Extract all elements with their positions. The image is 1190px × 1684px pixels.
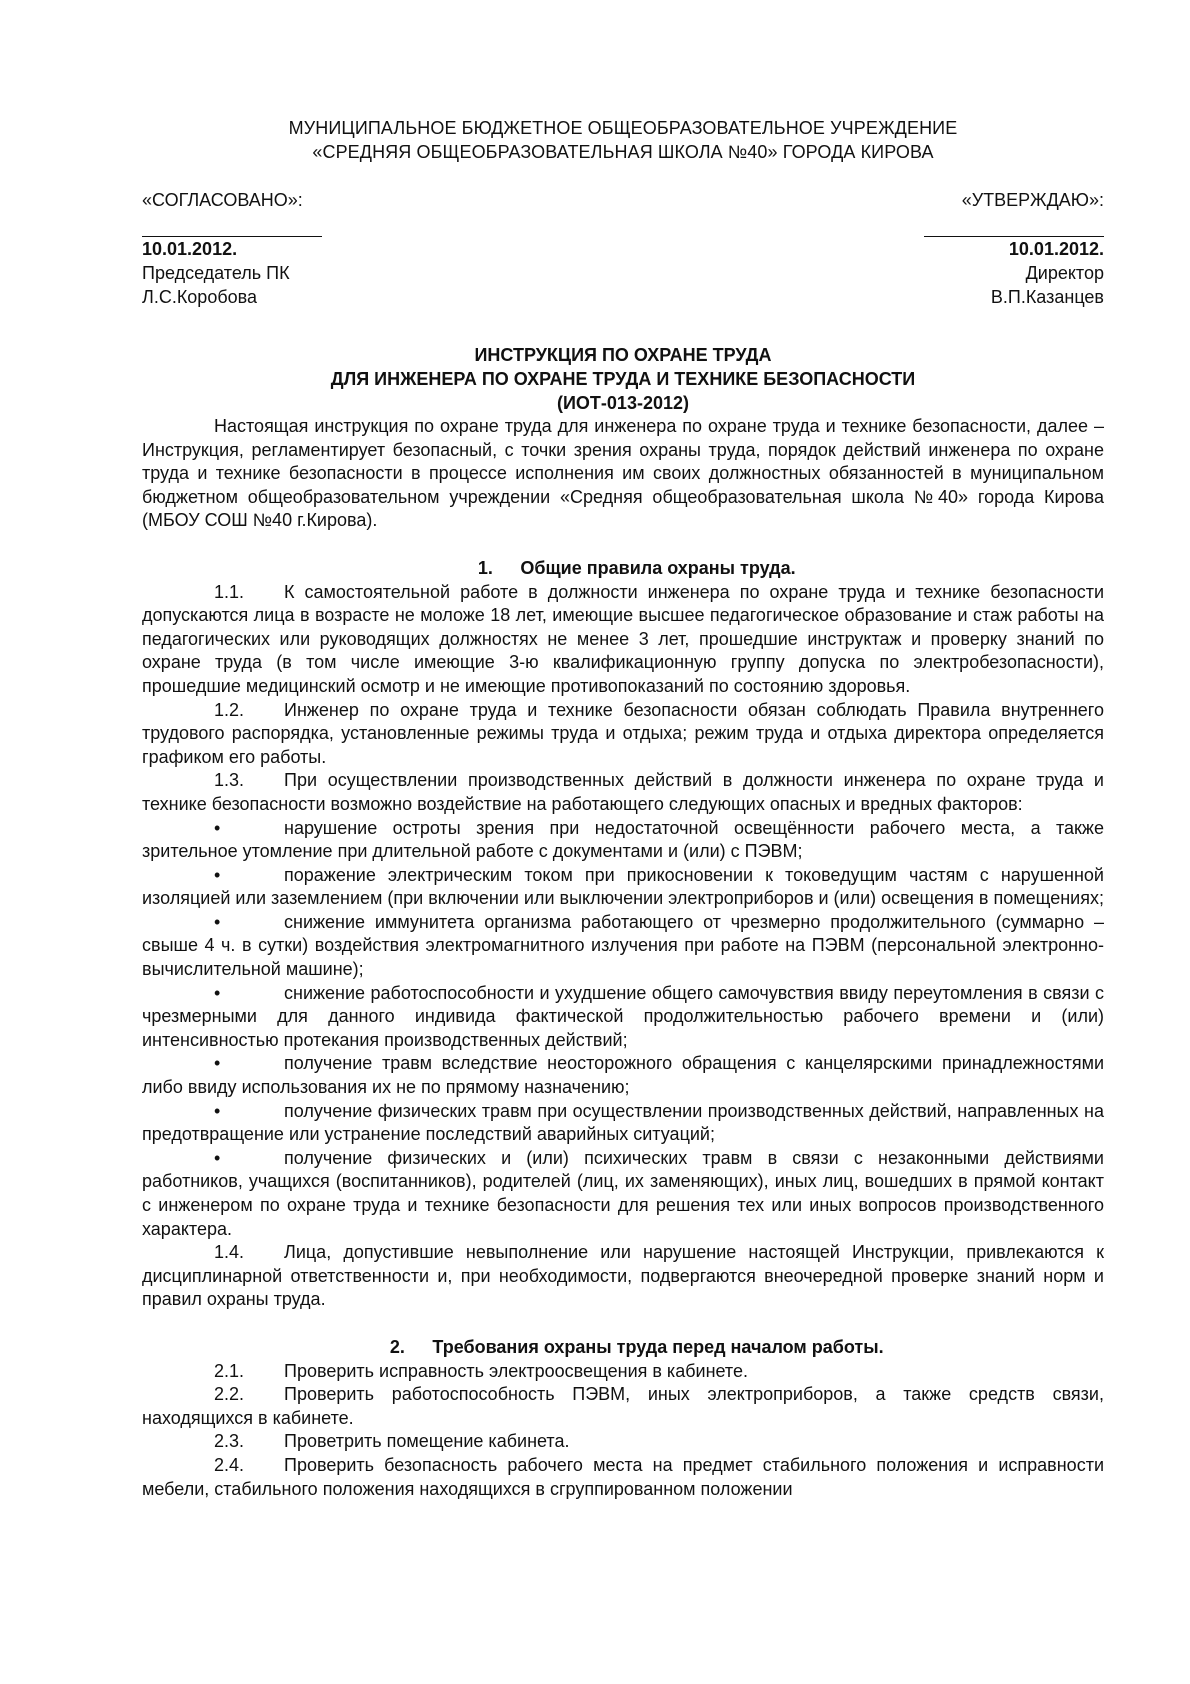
hazard-bullet bbox=[142, 1100, 1104, 1147]
bullet-text: получение физических и (или) психических травм в связи с незаконными действиями работников, учащихся (воспитанников), родителей (лиц, их заменяющих), иных лиц, вошедших в прямой контакт с инженером по охране труда и технике безопасности для решения тех или иных вопросов производственного характера. bbox=[142, 1147, 1104, 1239]
item-text: Проверить безопасность рабочего места на предмет стабильного положения и исправности мебели, стабильного положения находящихся в сгруппированном положении bbox=[142, 1454, 1104, 1499]
bullet-text: получение физических травм при осуществлении производственных действий, направленных на предотвращение или устранение последствий аварийных ситуаций; bbox=[142, 1100, 1104, 1145]
agreed-column bbox=[142, 188, 382, 309]
section-2-title: Требования охраны труда перед началом работы. bbox=[432, 1336, 884, 1357]
bullet-text: снижение работоспособности и ухудшение общего самочувствия ввиду переутомления в связи с чрезмерными для данного индивида фактической продолжительностью рабочего времени и (или) интенсивностью протекания производственных действий; bbox=[142, 982, 1104, 1050]
document-title bbox=[142, 343, 1104, 415]
section-2-number: 2. bbox=[389, 1336, 405, 1357]
bullet-icon: • bbox=[214, 911, 221, 932]
institution-header bbox=[142, 116, 1104, 164]
item-text: К самостоятельной работе в должности инженера по охране труда и технике безопасности допускаются лица в возрасте не моложе 18 лет, имеющие высшее педагогическое образование и стаж работы на педагогических или руководящих должностях не менее 3 лет, прошедшие инструктаж и проверку знаний по охране труда (в том числе имеющие 3-ю квалификационную группу допуска по электробезопасности), прошедшие медицинский осмотр и не имеющие противопоказаний по состоянию здоровья. bbox=[142, 581, 1104, 696]
agreed-date: 10.01.2012. bbox=[142, 239, 238, 259]
item-1-3 bbox=[142, 769, 1104, 816]
item-2-2 bbox=[142, 1383, 1104, 1430]
section-1-heading bbox=[142, 557, 1104, 581]
approved-label: «УТВЕРЖДАЮ»: bbox=[961, 190, 1104, 210]
item-number: 2.1. bbox=[214, 1360, 245, 1381]
bullet-icon: • bbox=[214, 982, 221, 1003]
header-line-1: МУНИЦИПАЛЬНОЕ БЮДЖЕТНОЕ ОБЩЕОБРАЗОВАТЕЛЬНОЕ УЧРЕЖДЕНИЕ bbox=[288, 118, 958, 138]
item-number: 1.1. bbox=[214, 581, 245, 602]
bullet-icon: • bbox=[214, 817, 221, 838]
item-2-3 bbox=[142, 1430, 1104, 1454]
intro-paragraph: Настоящая инструкция по охране труда для инженера по охране труда и технике безопасности, далее – Инструкция, регламентирует безопасный, с точки зрения охраны труда, порядок действий инженера по охране труда и технике безопасности в процессе исполнения им своих должностных обязанностей в муниципальном бюджетном общеобразовательном учреждении «Средняя общеобразовательная школа №40» города Кирова (МБОУ СОШ №40 г.Кирова). bbox=[142, 416, 1104, 531]
item-text: Проверить исправность электроосвещения в кабинете. bbox=[284, 1360, 748, 1381]
agreed-signature-line bbox=[142, 212, 322, 237]
approved-signature-line bbox=[924, 212, 1104, 237]
bullet-text: поражение электрическим током при прикосновении к токоведущим частям с нарушенной изоляцией или заземлением (при включении или выключении электроприборов и (или) освещения в помещениях; bbox=[142, 864, 1104, 909]
title-line-1: ИНСТРУКЦИЯ ПО ОХРАНЕ ТРУДА bbox=[474, 345, 772, 365]
item-text: Лица, допустившие невыполнение или нарушение настоящей Инструкции, привлекаются к дисциплинарной ответственности и, при необходимости, подвергаются внеочередной проверке знаний норм и правил охраны труда. bbox=[142, 1242, 1104, 1310]
hazard-bullet bbox=[142, 982, 1104, 1053]
bullet-text: нарушение остроты зрения при недостаточной освещённости рабочего места, а также зрительное утомление при длительной работе с документами и (или) с ПЭВМ; bbox=[142, 817, 1104, 862]
item-number: 1.2. bbox=[214, 699, 245, 720]
item-1-1 bbox=[142, 581, 1104, 699]
hazard-bullet bbox=[142, 864, 1104, 911]
section-1-number: 1. bbox=[477, 557, 493, 578]
item-number: 2.4. bbox=[214, 1454, 245, 1475]
item-number: 1.4. bbox=[214, 1242, 245, 1263]
section-2-heading bbox=[142, 1336, 1104, 1360]
approved-name: В.П.Казанцев bbox=[990, 287, 1104, 307]
bullet-text: снижение иммунитета организма работающего от чрезмерно продолжительного (суммарно – свыше 4 ч. в сутки) воздействия электромагнитного излучения при работе на ПЭВМ (персональной электронно-вычислительной машине); bbox=[142, 911, 1104, 980]
item-text: Проветрить помещение кабинета. bbox=[284, 1431, 570, 1452]
item-2-4 bbox=[142, 1454, 1104, 1501]
hazard-bullet bbox=[142, 911, 1104, 982]
header-line-2: «СРЕДНЯЯ ОБЩЕОБРАЗОВАТЕЛЬНАЯ ШКОЛА №40» ГОРОДА КИРОВА bbox=[312, 142, 934, 162]
title-line-3: (ИОТ-013-2012) bbox=[557, 393, 689, 413]
item-number: 2.3. bbox=[214, 1431, 245, 1452]
item-text: Проверить работоспособность ПЭВМ, иных электроприборов, а также средств связи, находящихся в кабинете. bbox=[142, 1384, 1104, 1428]
item-1-2 bbox=[142, 699, 1104, 770]
item-text: Инженер по охране труда и технике безопасности обязан соблюдать Правила внутреннего трудового распорядка, установленные режимы труда и отдыха; режим труда и отдыха директора определяется графиком его работы. bbox=[142, 699, 1104, 767]
item-2-1 bbox=[142, 1360, 1104, 1384]
item-number: 2.2. bbox=[214, 1384, 245, 1405]
approval-block bbox=[142, 188, 1104, 309]
bullet-icon: • bbox=[214, 864, 221, 885]
approved-column bbox=[844, 188, 1104, 309]
bullet-icon: • bbox=[214, 1100, 221, 1121]
approved-position: Директор bbox=[1025, 263, 1104, 283]
item-1-4 bbox=[142, 1241, 1104, 1312]
agreed-name: Л.С.Коробова bbox=[142, 287, 258, 307]
document-body bbox=[142, 415, 1104, 1501]
bullet-text: получение травм вследствие неосторожного обращения с канцелярскими принадлежностями либо ввиду использования их не по прямому назначению; bbox=[142, 1053, 1104, 1098]
agreed-position: Председатель ПК bbox=[142, 263, 290, 283]
section-1-title: Общие правила охраны труда. bbox=[520, 557, 796, 578]
hazard-bullet bbox=[142, 1052, 1104, 1099]
bullet-icon: • bbox=[214, 1147, 221, 1168]
title-line-2: ДЛЯ ИНЖЕНЕРА ПО ОХРАНЕ ТРУДА И ТЕХНИКЕ БЕЗОПАСНОСТИ bbox=[330, 369, 916, 389]
agreed-label: «СОГЛАСОВАНО»: bbox=[142, 190, 303, 210]
bullet-icon: • bbox=[214, 1053, 221, 1074]
item-text: При осуществлении производственных действий в должности инженера по охране труда и технике безопасности возможно воздействие на работающего следующих опасных и вредных факторов: bbox=[142, 770, 1104, 814]
hazard-bullet bbox=[142, 817, 1104, 864]
approved-date: 10.01.2012. bbox=[1008, 239, 1104, 259]
item-number: 1.3. bbox=[214, 770, 245, 791]
hazard-bullet bbox=[142, 1147, 1104, 1241]
